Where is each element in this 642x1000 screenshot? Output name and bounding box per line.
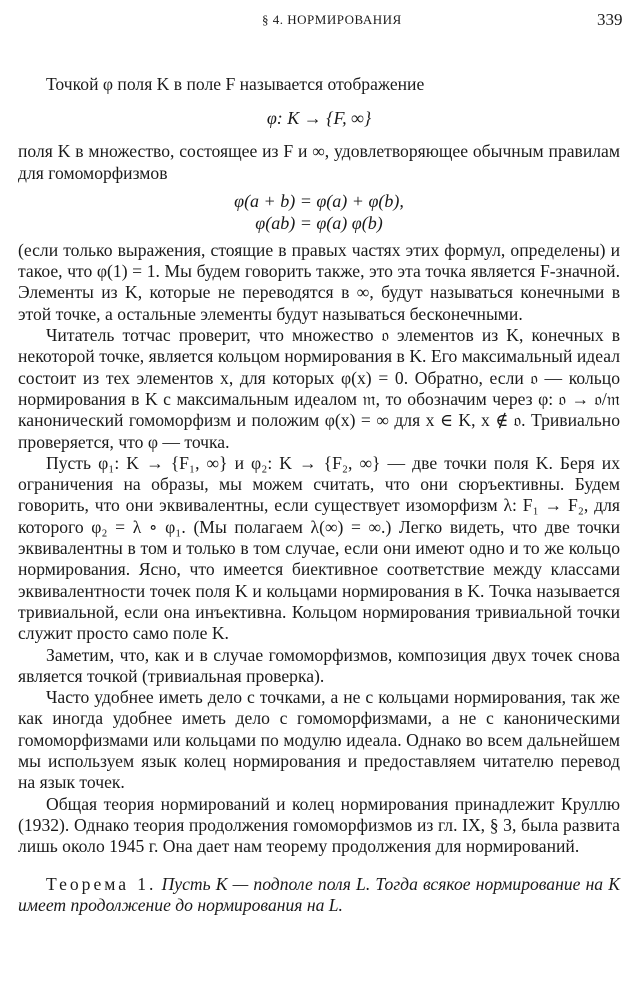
running-head: § 4. НОРМИРОВАНИЯ bbox=[262, 12, 402, 27]
page-header bbox=[0, 10, 642, 34]
page-number: 339 bbox=[597, 10, 623, 29]
paragraph-point-definition: Точкой φ поля K в поле F называется отображение bbox=[46, 74, 425, 94]
paragraph-equivalent-points: Пусть φ₁: K → {F₁, ∞} и φ₂: K → {F₂, ∞} — две точки поля K. Беря их ограничения на образы, мы можем считать, что они сюръективны. Будем говорить, что они эквивалентны, если существует изоморфизм λ: F₁ → F₂, для которого φ₂ = λ ∘ φ₁. (Мы полагаем λ(∞) = ∞.) Легко видеть, что две точки эквивалентны в том и только в том случае, если они имеют одно и то же кольцо нормирования. Ясно, что имеется биективное соответствие между классами эквивалентности точек поля K и кольцами нормирования в K. Точка называется тривиальной, если она инъективна. Кольцом нормирования тривиальной точки служит просто само поле K. bbox=[18, 452, 620, 644]
paragraph-finite-infinite: (если только выражения, стоящие в правых частях этих формул, определены) и такое, что φ(1) = 1. Мы будем говорить также, это эта точка является F-значной. Элементы из K, которые не переводятся в ∞, будут называться конечными в этой точке, а остальные элементы будут называться бесконечными. bbox=[18, 239, 620, 324]
page-body bbox=[18, 74, 620, 916]
paragraph-history: Общая теория нормирований и колец нормирования принадлежит Круллю (1932). Однако теория продолжения гомоморфизмов из гл. IX, § 3, была развита лишь около 1945 г. Она дает нам теорему продолжения для нормирований. bbox=[18, 793, 620, 857]
theorem-statement: Пусть K — подполе поля L. Тогда всякое нормирование на K имеет продолжение до нормирования на L. bbox=[18, 873, 620, 915]
formula-sum-rule: φ(a + b) = φ(a) + φ(b), bbox=[234, 190, 404, 211]
theorem-title: Теорема 1. bbox=[46, 873, 157, 894]
paragraph-valuation-ring: Читатель тотчас проверит, что множество 𝔬 элементов из K, конечных в некоторой точке, является кольцом нормирования в K. Его максимальный идеал состоит из тех элементов x, для которых φ(x) = 0. Обратно, если 𝔬 — кольцо нормирования в K с максимальным идеалом 𝔪, то обозначим через φ: 𝔬 → 𝔬/𝔪 канонический гомоморфизм и положим φ(x) = ∞ для x ∈ K, x ∉ 𝔬. Тривиально проверяется, что φ — точка. bbox=[18, 325, 620, 452]
theorem-1 bbox=[18, 874, 620, 917]
formula-point-map: φ: K → {F, ∞} bbox=[266, 108, 372, 129]
paragraph-composition: Заметим, что, как и в случае гомоморфизмов, композиция двух точек снова является точкой (тривиальная проверка). bbox=[18, 644, 620, 686]
formula-product-rule: φ(ab) = φ(a) φ(b) bbox=[255, 212, 383, 233]
paragraph-homomorphism-rules: поля K в множество, состоящее из F и ∞, удовлетворяющее обычным правилам для гомоморфизмов bbox=[18, 141, 620, 183]
paragraph-language-choice: Часто удобнее иметь дело с точками, а не с кольцами нормирования, так же как иногда удобнее иметь дело с гомоморфизмами, а не с каноническими гомоморфизмами или кольцами по модулю идеала. Однако во всем дальнейшем мы используем язык колец нормирования и предоставляем читателю перевод на язык точек. bbox=[18, 687, 620, 793]
formula-block-homomorphism bbox=[18, 190, 620, 234]
